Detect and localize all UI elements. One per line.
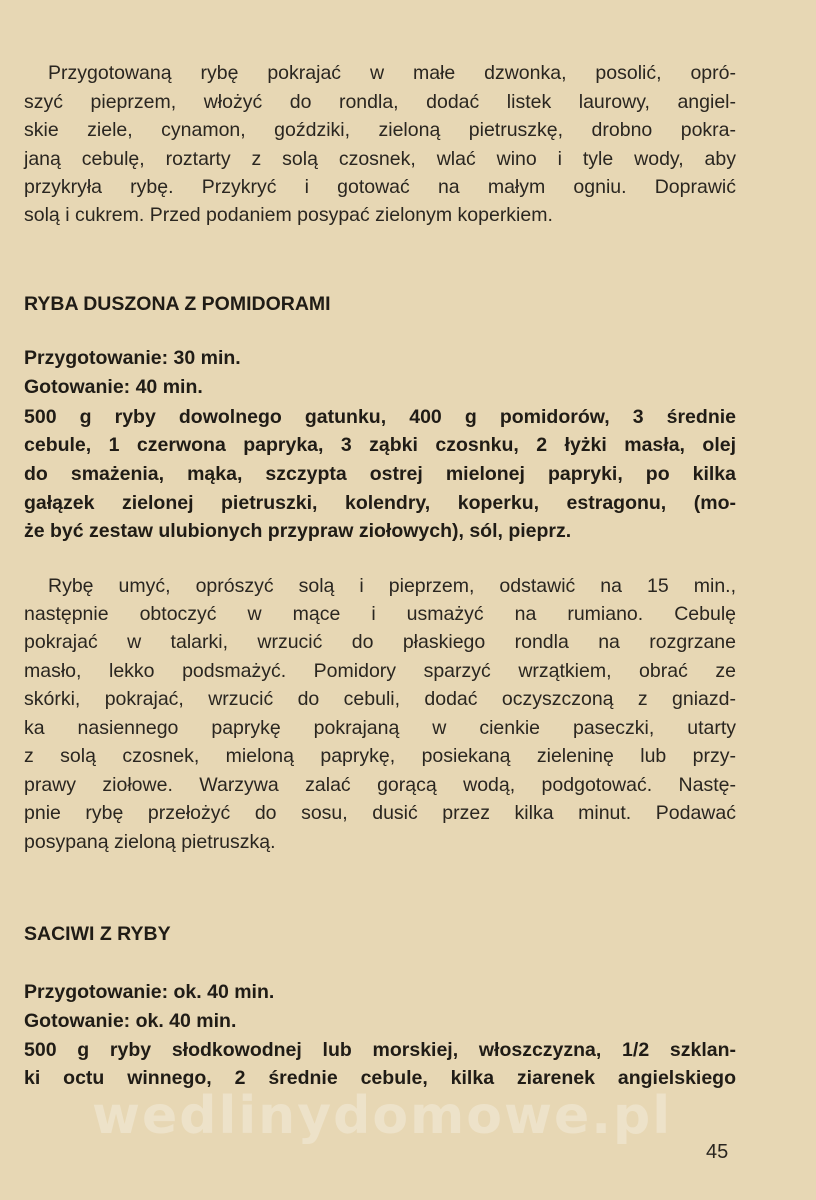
- intro-line: Przygotowaną rybę pokrajać w małe dzwonka, posolić, opró-: [48, 62, 736, 84]
- intro-line: przykryła rybę. Przykryć i gotować na małym ogniu. Doprawić: [24, 176, 736, 198]
- recipe-title: RYBA DUSZONA Z POMIDORAMI: [24, 293, 331, 315]
- prep-time: Przygotowanie: ok. 40 min.: [24, 981, 275, 1003]
- page-number: 45: [706, 1141, 729, 1163]
- intro-line: szyć pieprzem, włożyć do rondla, dodać listek laurowy, angiel-: [24, 91, 736, 113]
- method-line: masło, lekko podsmażyć. Pomidory sparzyć wrzątkiem, obrać ze: [24, 660, 736, 682]
- ingredients-line: że być zestaw ulubionych przypraw ziołowych), sól, pieprz.: [24, 520, 572, 542]
- intro-line: skie ziele, cynamon, goździki, zieloną pietruszkę, drobno pokra-: [24, 119, 736, 141]
- watermark: wedlinydomowe.pl: [92, 1086, 673, 1146]
- method-line: następnie obtoczyć w mące i usmażyć na rumiano. Cebulę: [24, 603, 736, 625]
- method-line: ka nasiennego paprykę pokrajaną w cienkie paseczki, utarty: [24, 717, 736, 739]
- ingredients-line: 500 g ryby dowolnego gatunku, 400 g pomidorów, 3 średnie: [24, 406, 736, 428]
- method-line: skórki, pokrajać, wrzucić do cebuli, dodać oczyszczoną z gniazd-: [24, 688, 736, 710]
- intro-line: solą i cukrem. Przed podaniem posypać zielonym koperkiem.: [24, 204, 553, 226]
- ingredients-line: do smażenia, mąka, szczypta ostrej mielonej papryki, po kilka: [24, 463, 736, 485]
- intro-line: janą cebulę, roztarty z solą czosnek, wlać wino i tyle wody, aby: [24, 148, 736, 170]
- ingredients-line: gałązek zielonej pietruszki, kolendry, koperku, estragonu, (mo-: [24, 492, 736, 514]
- prep-time: Przygotowanie: 30 min.: [24, 347, 241, 369]
- ingredients-line: cebule, 1 czerwona papryka, 3 ząbki czosnku, 2 łyżki masła, olej: [24, 434, 736, 456]
- ingredients-line: 500 g ryby słodkowodnej lub morskiej, włoszczyzna, 1/2 szklan-: [24, 1039, 736, 1061]
- recipe-title: SACIWI Z RYBY: [24, 923, 171, 945]
- method-line: posypaną zieloną pietruszką.: [24, 831, 276, 853]
- method-line: pokrajać w talarki, wrzucić do płaskiego rondla na rozgrzane: [24, 631, 736, 653]
- ingredients-line: ki octu winnego, 2 średnie cebule, kilka ziarenek angielskiego: [24, 1067, 736, 1089]
- cook-time: Gotowanie: 40 min.: [24, 376, 203, 398]
- cook-time: Gotowanie: ok. 40 min.: [24, 1010, 237, 1032]
- method-line: prawy ziołowe. Warzywa zalać gorącą wodą, podgotować. Nastę-: [24, 774, 736, 796]
- method-line: pnie rybę przełożyć do sosu, dusić przez kilka minut. Podawać: [24, 802, 736, 824]
- method-line: z solą czosnek, mieloną paprykę, posiekaną zieleninę lub przy-: [24, 745, 736, 767]
- method-line: Rybę umyć, oprószyć solą i pieprzem, odstawić na 15 min.,: [48, 575, 736, 597]
